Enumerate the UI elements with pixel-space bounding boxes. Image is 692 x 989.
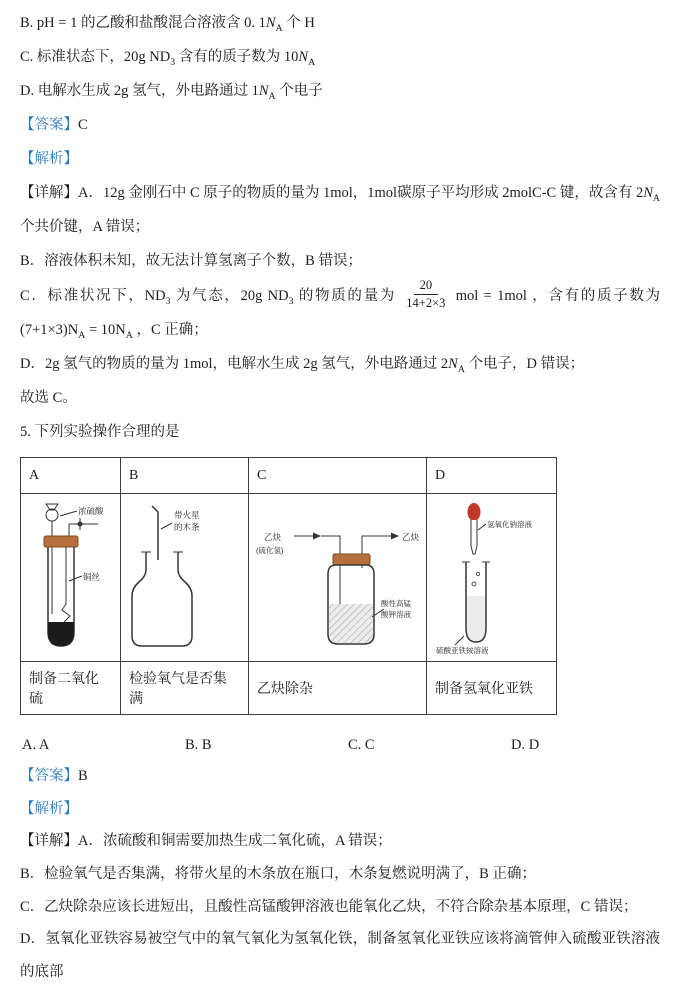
reaction-mixture — [48, 622, 74, 646]
diagram-cell-a — [21, 494, 121, 662]
tube-label: 硫酸亚铁铵溶液 — [436, 646, 489, 656]
analysis-label-q4: 【解析】 — [20, 151, 78, 168]
option-choice-d: D. D — [511, 737, 540, 754]
experiment-options-table — [20, 457, 557, 715]
solution-label-line1: 酸性高锰 — [381, 599, 411, 609]
option-choice-a: A. A — [22, 737, 50, 754]
detail-q5-b: B．检验氧气是否集满，将带火星的木条放在瓶口，木条复燃说明满了，B 正确； — [20, 866, 536, 883]
table-header-d: D — [427, 458, 557, 494]
detail-q5-c: C．乙炔除杂应该长进短出，且酸性高锰酸钾溶液也能氧化乙炔，不符合除杂基本原理，C 错误； — [20, 898, 638, 915]
option-choice-c: C. C — [348, 737, 375, 754]
acid-label: 浓硫酸 — [78, 506, 104, 517]
analysis-label-q5: 【解析】 — [20, 800, 78, 817]
option-d-text: D. 电解水生成 2g 氢气，外电路通过 $1N_A$ 个电子 — [20, 83, 323, 103]
caption-d: 制备氢氧化亚铁 — [427, 662, 557, 715]
caption-b: 检验氧气是否集满 — [121, 662, 249, 715]
splint-leader-line — [161, 523, 172, 529]
diagram-cell-b — [121, 494, 249, 662]
table-header-a: A — [21, 458, 121, 494]
detail-q5-a: 【详解】A．浓硫酸和铜需要加热生成二氧化硫，A 错误； — [20, 833, 392, 850]
acid-leader-line — [60, 511, 77, 516]
table-header-b: B — [121, 458, 249, 494]
question5-answer-section — [20, 760, 660, 988]
dropper-label: 氢氧化钠溶液 — [487, 520, 532, 530]
bottle-stopper — [333, 554, 370, 565]
gas-bottle-outline — [132, 552, 192, 646]
answer-label-q5: 【答案】B — [20, 768, 88, 785]
bubble-icon — [472, 582, 476, 586]
option-c-text: C. 标准状态下，20g $ND_3$ 含有的质子数为 $10N_A$ — [20, 49, 316, 68]
diagram-cell-d — [427, 494, 557, 662]
wire-label: 铜丝 — [83, 572, 101, 583]
tube-leader-line — [455, 636, 464, 645]
kmno4-solution — [329, 604, 373, 643]
dropper-leader-line — [478, 524, 486, 530]
stopcock-icon — [69, 518, 98, 536]
table-header-c: C — [249, 458, 427, 494]
conclusion-q4: 故选 C。 — [20, 390, 77, 407]
bubble-icon — [476, 573, 479, 576]
dropper-bulb-icon — [468, 503, 481, 521]
detail-q4-a: 【详解】A．12g 金刚石中 C 原子的物质的量为 1mol，1mol碳原子平均形成 2molC-C 键，故含有 $2N_A$ 个共价键，A 错误； — [20, 185, 660, 236]
splint-label-line1: 带火星 — [174, 510, 200, 521]
inlet-impurity-label: (硫化氢) — [256, 546, 284, 556]
answer-options-row — [22, 737, 660, 754]
inlet-arrow-head — [313, 533, 321, 540]
question4-section — [20, 6, 660, 715]
detail-q5-d: D．氢氧化亚铁容易被空气中的氧气氧化为氢氧化铁，制备氢氧化亚铁应该将滴管伸入硫酸亚铁溶液的底部 — [20, 931, 660, 980]
wire-leader-line — [69, 576, 82, 581]
detail-q4-c: C．标准状况下，$ND_3$ 为气态，20g $ND_3$ 的物质的量为 $\frac{20}{14+2\times 3}$ mol = 1mol ，含有的质子数为 $(7+1\times 3)N_A = 10N_A$ ，C 正确； — [20, 278, 661, 341]
rubber-stopper — [44, 536, 78, 547]
so2-apparatus-diagram — [22, 496, 120, 656]
gas-purification-diagram — [250, 496, 426, 656]
splint-label-line2: 的木条 — [174, 522, 200, 533]
question5-stem: 5. 下列实验操作合理的是 — [20, 424, 180, 441]
caption-a: 制备二氧化硫 — [21, 662, 121, 715]
ferrous-solution — [467, 596, 485, 641]
table-caption-row — [21, 662, 557, 715]
outlet-arrow-head — [391, 533, 399, 540]
oxygen-test-diagram — [122, 496, 248, 656]
glowing-splint-icon — [152, 506, 158, 560]
table-header-row — [21, 458, 557, 494]
detail-q4-d: D．2g 氢气的物质的量为 1mol，电解水生成 2g 氢气，外电路通过 $2N_A$ 个电子，D 错误； — [20, 355, 585, 375]
copper-wire — [62, 547, 70, 622]
dropper-tube — [471, 520, 477, 554]
option-b-text: B. pH = 1 的乙酸和盐酸混合溶液含 0. $1N_A$ 个 H — [20, 15, 315, 34]
answer-label-q4: 【答案】C — [20, 117, 88, 134]
diagram-cell-c — [249, 494, 427, 662]
option-choice-b: B. B — [185, 737, 212, 754]
outlet-gas-label: 乙炔 — [402, 532, 420, 543]
solution-label-line2: 酸钾溶液 — [381, 610, 411, 620]
feoh2-preparation-diagram — [428, 496, 556, 656]
caption-c: 乙炔除杂 — [249, 662, 427, 715]
detail-q4-b: B．溶液体积未知，故无法计算氢离子个数，B 错误； — [20, 253, 362, 270]
table-diagram-row — [21, 494, 557, 662]
inlet-gas-label: 乙炔 — [264, 532, 282, 543]
